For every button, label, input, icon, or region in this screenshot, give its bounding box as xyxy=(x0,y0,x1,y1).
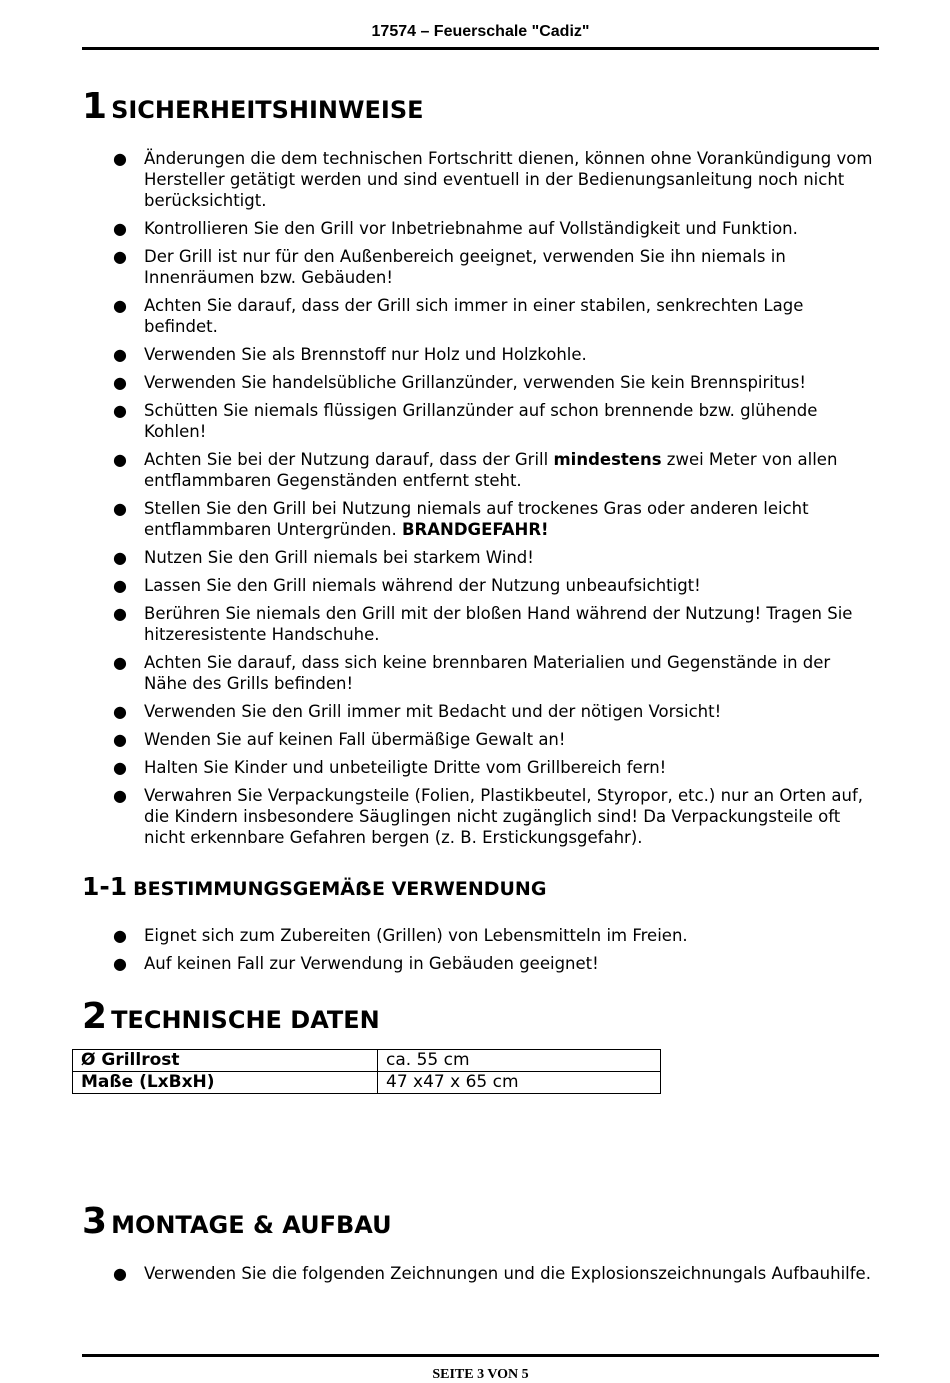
list-item xyxy=(0,953,874,974)
bullet-icon: ● xyxy=(113,758,127,777)
table-value: 47 x47 x 65 cm xyxy=(378,1072,661,1094)
bullet-icon: ● xyxy=(113,548,127,567)
bullet-icon: ● xyxy=(113,954,127,973)
section-heading-2 xyxy=(82,996,380,1037)
list-item xyxy=(0,372,874,393)
bullet-icon: ● xyxy=(113,730,127,749)
intended-use-list xyxy=(0,925,874,981)
emphasis-text: mindestens xyxy=(553,450,662,469)
list-item xyxy=(0,547,874,568)
table-row xyxy=(73,1050,661,1072)
item-text: Stellen Sie den Grill bei Nutzung niemals auf trockenes Gras oder anderen leicht entflammbaren Untergründen. xyxy=(144,499,809,539)
section-title: SICHERHEITSHINWEISE xyxy=(111,96,424,124)
section-title: TECHNISCHE DATEN xyxy=(111,1006,380,1034)
list-item xyxy=(0,148,874,211)
bullet-icon: ● xyxy=(113,401,127,420)
item-text: Lassen Sie den Grill niemals während der Nutzung unbeaufsichtigt! xyxy=(144,576,701,595)
list-item xyxy=(0,295,874,337)
list-item xyxy=(0,449,874,491)
list-item xyxy=(0,925,874,946)
item-text: Verwenden Sie als Brennstoff nur Holz und Holzkohle. xyxy=(144,345,587,364)
bullet-icon: ● xyxy=(113,653,127,672)
section-heading-3 xyxy=(82,1201,392,1242)
list-item xyxy=(0,729,874,750)
item-text: Auf keinen Fall zur Verwendung in Gebäuden geeignet! xyxy=(144,954,599,973)
bullet-icon: ● xyxy=(113,247,127,266)
bullet-icon: ● xyxy=(113,296,127,315)
item-text: Verwenden Sie handelsübliche Grillanzünder, verwenden Sie kein Brennspiritus! xyxy=(144,373,807,392)
section-title: MONTAGE & AUFBAU xyxy=(111,1211,392,1239)
bullet-icon: ● xyxy=(113,604,127,623)
bullet-icon: ● xyxy=(113,499,127,518)
header-rule xyxy=(82,47,879,50)
bullet-icon: ● xyxy=(113,702,127,721)
bullet-icon: ● xyxy=(113,149,127,168)
item-text: Achten Sie darauf, dass der Grill sich immer in einer stabilen, senkrechten Lage befindet. xyxy=(144,296,804,336)
table-value: ca. 55 cm xyxy=(378,1050,661,1072)
item-text: Der Grill ist nur für den Außenbereich geeignet, verwenden Sie ihn niemals in Innenräumen bzw. Gebäuden! xyxy=(144,247,786,287)
list-item xyxy=(0,575,874,596)
emphasis-text: BRANDGEFAHR! xyxy=(401,520,549,539)
bullet-icon: ● xyxy=(113,219,127,238)
bullet-icon: ● xyxy=(113,576,127,595)
page-number: SEITE 3 VON 5 xyxy=(432,1367,529,1382)
item-text: Schütten Sie niemals flüssigen Grillanzünder auf schon brennende bzw. glühende Kohlen! xyxy=(144,401,818,441)
item-text: Achten Sie bei der Nutzung darauf, dass der Grill xyxy=(144,450,554,469)
item-text: Verwahren Sie Verpackungsteile (Folien, Plastikbeutel, Styropor, etc.) nur an Orten auf, die Kindern insbesondere Säuglingen nicht zugänglich sind! Da Verpackungsteile oft nicht erkennbare Gefahren bergen (z. B. Erstickungsgefahr). xyxy=(144,786,864,847)
item-text: Halten Sie Kinder und unbeteiligte Dritte vom Grillbereich fern! xyxy=(144,758,667,777)
item-text: Berühren Sie niemals den Grill mit der bloßen Hand während der Nutzung! Tragen Sie hitzeresistente Handschuhe. xyxy=(144,604,853,644)
item-text: Achten Sie darauf, dass sich keine brennbaren Materialien und Gegenstände in der Nähe des Grills befinden! xyxy=(144,653,831,693)
section-title: BESTIMMUNGSGEMÄẞE VERWENDUNG xyxy=(133,878,547,900)
table-row xyxy=(73,1072,661,1094)
list-item xyxy=(0,701,874,722)
bullet-icon: ● xyxy=(113,450,127,469)
section-number: 1 xyxy=(82,86,108,127)
section-heading-1 xyxy=(82,86,424,127)
section-number: 3 xyxy=(82,1201,108,1242)
list-item xyxy=(0,218,874,239)
list-item xyxy=(0,246,874,288)
item-text: Wenden Sie auf keinen Fall übermäßige Gewalt an! xyxy=(144,730,566,749)
table-key: Maße (LxBxH) xyxy=(73,1072,378,1094)
document-header-title: 17574 – Feuerschale "Cadiz" xyxy=(371,23,590,40)
table-key: Ø Grillrost xyxy=(73,1050,378,1072)
bullet-icon: ● xyxy=(113,345,127,364)
item-text: zwei Meter von allen entflammbaren Gegenständen entfernt steht. xyxy=(144,450,838,490)
item-text: Verwenden Sie den Grill immer mit Bedacht und der nötigen Vorsicht! xyxy=(144,702,722,721)
list-item xyxy=(0,652,874,694)
list-item xyxy=(0,498,874,540)
item-text: Nutzen Sie den Grill niemals bei starkem Wind! xyxy=(144,548,534,567)
section-number: 2 xyxy=(82,996,108,1037)
list-item xyxy=(0,1263,874,1284)
list-item xyxy=(0,603,874,645)
item-text: Eignet sich zum Zubereiten (Grillen) von Lebensmitteln im Freien. xyxy=(144,926,688,945)
technical-data-table xyxy=(72,1049,661,1094)
list-item xyxy=(0,785,874,848)
bullet-icon: ● xyxy=(113,373,127,392)
bullet-icon: ● xyxy=(113,926,127,945)
item-text: Kontrollieren Sie den Grill vor Inbetriebnahme auf Vollständigkeit und Funktion. xyxy=(144,219,798,238)
list-item xyxy=(0,757,874,778)
item-text: Verwenden Sie die folgenden Zeichnungen und die Explosionszeichnungals Aufbauhilfe. xyxy=(144,1264,871,1283)
bullet-icon: ● xyxy=(113,786,127,805)
item-text: Änderungen die dem technischen Fortschritt dienen, können ohne Vorankündigung vom Hersteller getätigt werden und sind eventuell in der Bedienungsanleitung noch nicht berücksichtigt. xyxy=(144,149,873,210)
safety-notes-list xyxy=(0,148,874,855)
section-heading-1-1 xyxy=(82,872,546,901)
footer-rule xyxy=(82,1354,879,1357)
bullet-icon: ● xyxy=(113,1264,127,1283)
list-item xyxy=(0,400,874,442)
assembly-list xyxy=(0,1263,874,1291)
section-number: 1-1 xyxy=(82,872,128,901)
list-item xyxy=(0,344,874,365)
